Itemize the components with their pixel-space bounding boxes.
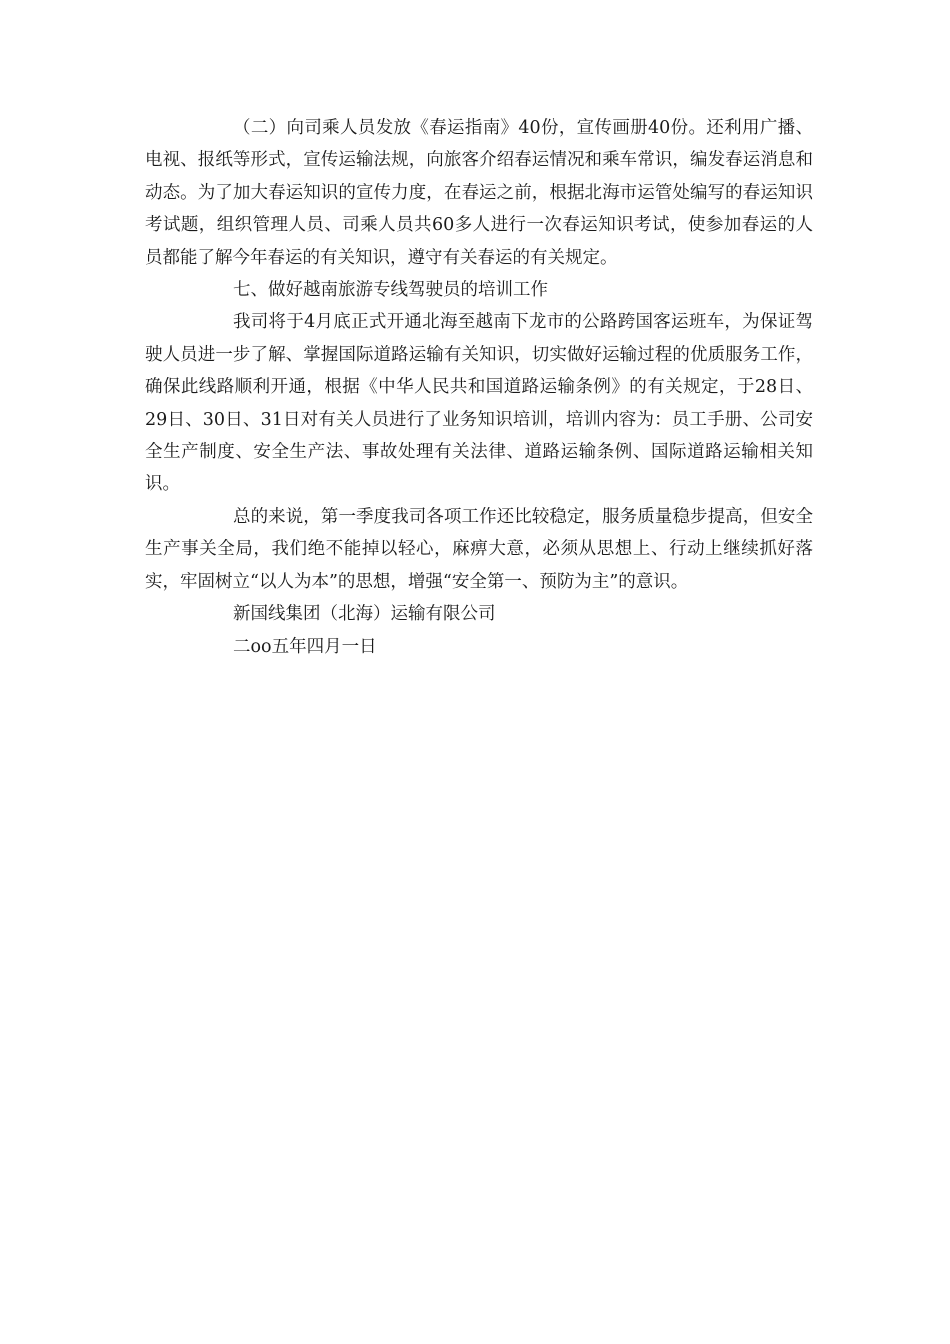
- paragraph-vietnam-training: 我司将于4月底正式开通北海至越南下龙市的公路跨国客运班车，为保证驾驶人员进一步了解、掌握国际道路运输有关知识，切实做好运输过程的优质服务工作，确保此线路顺利开通，根据《中华人民共和国道路运输条例》的有关规定，于28日、29日、30日、31日对有关人员进行了业务知识培训，培训内容为：员工手册、公司安全生产制度、安全生产法、事故处理有关法律、道路运输条例、国际道路运输相关知识。: [145, 312, 813, 495]
- signature-date: 二oo五年四月一日: [233, 636, 377, 657]
- section-heading-training: 七、做好越南旅游专线驾驶员的培训工作: [233, 280, 548, 301]
- paragraph-summary: 总的来说，第一季度我司各项工作还比较稳定，服务质量稳步提高，但安全生产事关全局，我们绝不能掉以轻心，麻痹大意，必须从思想上、行动上继续抓好落实，牢固树立“以人为本”的思想，增强“安全第一、预防为主”的意识。: [145, 506, 813, 592]
- document-body: [145, 112, 813, 663]
- signature-company: 新国线集团（北海）运输有限公司: [233, 604, 496, 625]
- paragraph-spring-guide: （二）向司乘人员发放《春运指南》40份，宣传画册40份。还利用广播、电视、报纸等形式，宣传运输法规，向旅客介绍春运情况和乘车常识，编发春运消息和动态。为了加大春运知识的宣传力度，在春运之前，根据北海市运管处编写的春运知识考试题，组织管理人员、司乘人员共60多人进行一次春运知识考试，使参加春运的人员都能了解今年春运的有关知识，遵守有关春运的有关规定。: [145, 118, 813, 268]
